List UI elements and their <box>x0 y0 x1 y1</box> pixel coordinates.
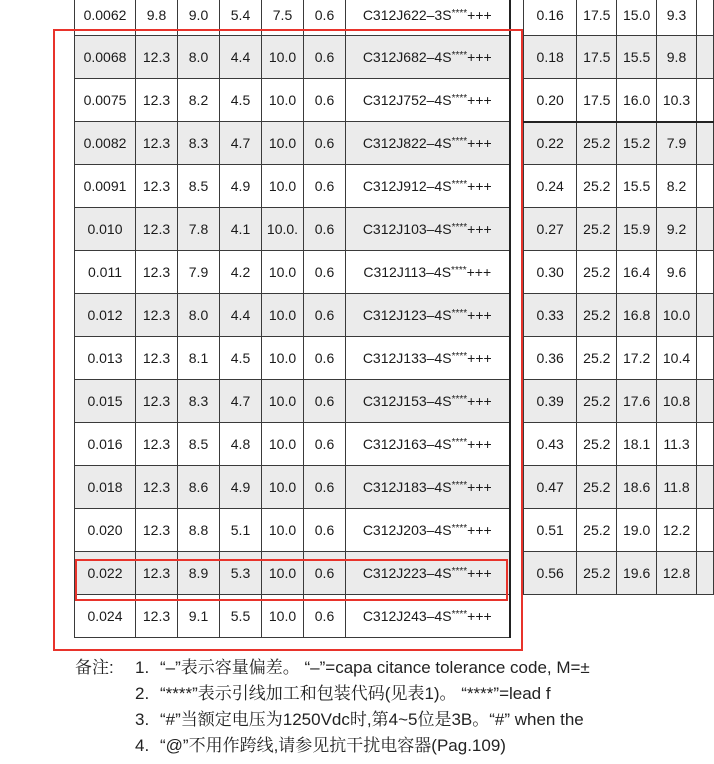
part-number: C312J113–4S <box>363 264 452 280</box>
table-cell: 25.2 <box>577 208 617 251</box>
lead-code-placeholder: **** <box>451 437 468 448</box>
table-cell: 7.5 <box>262 0 304 36</box>
table-cell: 12.3 <box>136 509 178 552</box>
table-cell: 12.3 <box>136 208 178 251</box>
table-cell: 16.8 <box>617 294 657 337</box>
table-cell: 15.5 <box>617 165 657 208</box>
table-cell: 7.9 <box>657 122 697 165</box>
note-text: “#”当额定电压为1250Vdc时,第4~5位是3B。“#” when the <box>160 710 584 729</box>
table-cell: 4.9 <box>220 466 262 509</box>
table-cell: 10.0 <box>262 509 304 552</box>
table-cell: 9.3 <box>657 0 697 36</box>
table-row <box>75 79 510 122</box>
table-row <box>75 337 510 380</box>
table-cell: 10.0 <box>262 294 304 337</box>
part-number-cell <box>346 79 510 122</box>
part-number: C312J123–4S <box>362 307 452 323</box>
table-cell: 4.4 <box>220 294 262 337</box>
table-cell-cutoff <box>696 423 713 466</box>
table-cell: 25.2 <box>577 122 617 165</box>
lead-code-placeholder: **** <box>451 609 468 620</box>
table-cell: 0.6 <box>304 380 346 423</box>
table-cell-cutoff <box>696 337 713 380</box>
capacitor-spec-table-right <box>523 0 714 595</box>
part-number: C312J822–4S <box>362 135 452 151</box>
table-cell: 25.2 <box>577 466 617 509</box>
table-row <box>75 208 510 251</box>
table-row <box>75 552 510 595</box>
table-cell: 10.0. <box>262 208 304 251</box>
table-cell: 0.6 <box>304 0 346 36</box>
table-cell: 19.6 <box>617 552 657 595</box>
table-cell: 5.5 <box>220 595 262 638</box>
table-row <box>75 294 510 337</box>
table-cell: 12.3 <box>136 595 178 638</box>
table-cell: 12.2 <box>657 509 697 552</box>
table-row <box>524 509 714 552</box>
part-suffix: +++ <box>467 608 492 624</box>
table-cell: 12.3 <box>136 251 178 294</box>
table-cell: 25.2 <box>577 380 617 423</box>
table-cell: 12.3 <box>136 122 178 165</box>
table-cell: 9.2 <box>657 208 697 251</box>
part-number-cell <box>346 251 510 294</box>
table-row <box>524 380 714 423</box>
table-row <box>75 423 510 466</box>
lead-code-placeholder: **** <box>451 523 468 534</box>
table-row <box>75 36 510 79</box>
table-cell: 8.0 <box>178 36 220 79</box>
table-cell: 0.22 <box>524 122 577 165</box>
table-cell: 10.0 <box>262 79 304 122</box>
table-row <box>75 466 510 509</box>
part-number-cell <box>346 552 510 595</box>
table-row <box>524 208 714 251</box>
table-cell: 0.6 <box>304 165 346 208</box>
note-text: “****”表示引线加工和包装代码(见表1)。 “****”=lead f <box>160 684 551 703</box>
note-number: 2. <box>135 684 150 703</box>
part-number-cell <box>346 337 510 380</box>
table-cell: 12.3 <box>136 552 178 595</box>
lead-code-placeholder: **** <box>451 179 468 190</box>
note-text: “@”不用作跨线,请参见抗干扰电容器(Pag.109) <box>160 736 506 755</box>
table-row <box>75 595 510 638</box>
part-suffix: +++ <box>467 178 492 194</box>
table-cell: 19.0 <box>617 509 657 552</box>
part-number-cell <box>346 294 510 337</box>
part-number-cell <box>346 208 510 251</box>
table-row <box>524 552 714 595</box>
note-number: 4. <box>135 736 150 755</box>
table-cell: 7.8 <box>178 208 220 251</box>
table-row <box>75 509 510 552</box>
table-cell: 9.6 <box>657 251 697 294</box>
part-number-cell <box>346 0 510 36</box>
table-cell: 8.1 <box>178 337 220 380</box>
table-row <box>524 122 714 165</box>
table-cell: 0.013 <box>75 337 136 380</box>
table-cell: 8.5 <box>178 165 220 208</box>
table-cell: 12.3 <box>136 466 178 509</box>
table-cell: 0.51 <box>524 509 577 552</box>
table-cell: 0.39 <box>524 380 577 423</box>
note-text: “–”表示容量偏差。 “–”=capa citance tolerance code, M=± <box>160 658 590 677</box>
part-number: C312J912–4S <box>362 178 452 194</box>
part-suffix: +++ <box>467 221 492 237</box>
table-row <box>75 122 510 165</box>
table-cell: 25.2 <box>577 552 617 595</box>
table-row <box>524 0 714 36</box>
table-cell: 15.5 <box>617 36 657 79</box>
part-suffix: +++ <box>467 479 492 495</box>
table-cell: 0.36 <box>524 337 577 380</box>
table-cell: 0.27 <box>524 208 577 251</box>
table-cell: 11.8 <box>657 466 697 509</box>
table-row <box>75 0 510 36</box>
table-cell-cutoff <box>696 79 713 122</box>
part-suffix: +++ <box>467 565 492 581</box>
table-cell: 17.5 <box>577 0 617 36</box>
table-cell: 18.1 <box>617 423 657 466</box>
table-cell: 0.6 <box>304 208 346 251</box>
table-row <box>524 79 714 122</box>
table-cell: 4.1 <box>220 208 262 251</box>
table-cell: 12.3 <box>136 79 178 122</box>
table-cell: 0.0082 <box>75 122 136 165</box>
table-cell: 10.0 <box>262 423 304 466</box>
table-cell: 11.3 <box>657 423 697 466</box>
notes-section <box>0 656 714 764</box>
table-cell-cutoff <box>696 165 713 208</box>
lead-code-placeholder: **** <box>451 93 468 104</box>
table-cell: 0.0068 <box>75 36 136 79</box>
table-cell: 9.8 <box>136 0 178 36</box>
table-cell: 0.016 <box>75 423 136 466</box>
table-cell: 0.16 <box>524 0 577 36</box>
part-number-cell <box>346 122 510 165</box>
lead-code-placeholder: **** <box>451 50 468 61</box>
table-cell: 0.18 <box>524 36 577 79</box>
part-suffix: +++ <box>467 49 492 65</box>
table-cell: 8.6 <box>178 466 220 509</box>
table-cell: 25.2 <box>577 423 617 466</box>
part-number-cell <box>346 423 510 466</box>
table-cell: 10.4 <box>657 337 697 380</box>
table-row <box>524 466 714 509</box>
table-cell: 4.9 <box>220 165 262 208</box>
table-cell: 16.0 <box>617 79 657 122</box>
table-cell: 10.3 <box>657 79 697 122</box>
table-cell: 10.0 <box>262 595 304 638</box>
part-suffix: +++ <box>467 7 492 23</box>
table-cell: 18.6 <box>617 466 657 509</box>
part-suffix: +++ <box>467 350 492 366</box>
table-cell: 0.0091 <box>75 165 136 208</box>
table-cell: 0.6 <box>304 337 346 380</box>
note-number: 3. <box>135 710 150 729</box>
table-cell: 8.9 <box>178 552 220 595</box>
table-cell: 0.24 <box>524 165 577 208</box>
table-cell: 0.024 <box>75 595 136 638</box>
table-cell: 12.3 <box>136 337 178 380</box>
table-cell: 25.2 <box>577 294 617 337</box>
part-suffix: +++ <box>466 264 492 280</box>
table-cell: 0.012 <box>75 294 136 337</box>
table-cell: 8.2 <box>657 165 697 208</box>
lead-code-placeholder: **** <box>451 566 468 577</box>
lead-code-placeholder: **** <box>451 222 468 233</box>
table-cell: 0.56 <box>524 552 577 595</box>
table-cell: 0.6 <box>304 79 346 122</box>
table-cell: 8.2 <box>178 79 220 122</box>
table-cell: 5.4 <box>220 0 262 36</box>
table-cell: 25.2 <box>577 509 617 552</box>
table-cell: 10.0 <box>262 251 304 294</box>
table-cell-cutoff <box>696 380 713 423</box>
table-cell-cutoff <box>696 251 713 294</box>
table-cell: 0.6 <box>304 466 346 509</box>
table-cell: 0.43 <box>524 423 577 466</box>
table-cell-cutoff <box>696 36 713 79</box>
lead-code-placeholder: **** <box>451 480 468 491</box>
table-row <box>524 294 714 337</box>
table-row <box>524 165 714 208</box>
table-cell: 15.2 <box>617 122 657 165</box>
table-cell: 0.6 <box>304 423 346 466</box>
table-cell: 4.5 <box>220 337 262 380</box>
part-number-cell <box>346 466 510 509</box>
table-cell: 17.2 <box>617 337 657 380</box>
table-cell: 8.5 <box>178 423 220 466</box>
table-cell: 17.5 <box>577 79 617 122</box>
table-cell: 0.47 <box>524 466 577 509</box>
table-cell: 0.6 <box>304 509 346 552</box>
table-row <box>75 251 510 294</box>
table-cell: 5.3 <box>220 552 262 595</box>
table-cell: 9.8 <box>657 36 697 79</box>
part-number-cell <box>346 509 510 552</box>
part-number: C312J183–4S <box>362 479 452 495</box>
table-cell: 5.1 <box>220 509 262 552</box>
table-cell: 9.1 <box>178 595 220 638</box>
part-number: C312J682–4S <box>362 49 452 65</box>
table-cell-cutoff <box>696 122 713 165</box>
table-cell: 10.0 <box>657 294 697 337</box>
part-number-cell <box>346 595 510 638</box>
table-cell: 16.4 <box>617 251 657 294</box>
table-cell: 17.5 <box>577 36 617 79</box>
table-cell: 4.7 <box>220 380 262 423</box>
table-cell-cutoff <box>696 509 713 552</box>
part-number: C312J103–4S <box>362 221 452 237</box>
table-cell: 0.010 <box>75 208 136 251</box>
table-cell: 12.3 <box>136 380 178 423</box>
part-suffix: +++ <box>467 307 492 323</box>
table-cell-cutoff <box>696 208 713 251</box>
table-cell: 0.015 <box>75 380 136 423</box>
table-cell: 0.022 <box>75 552 136 595</box>
table-cell: 0.6 <box>304 122 346 165</box>
table-cell: 0.0062 <box>75 0 136 36</box>
table-cell: 12.3 <box>136 294 178 337</box>
table-cell: 0.6 <box>304 294 346 337</box>
part-number: C312J223–4S <box>362 565 452 581</box>
table-cell: 10.0 <box>262 552 304 595</box>
lead-code-placeholder: **** <box>451 308 468 319</box>
table-cell: 4.8 <box>220 423 262 466</box>
table-cell: 9.0 <box>178 0 220 36</box>
table-cell: 4.2 <box>220 251 262 294</box>
part-number-cell <box>346 165 510 208</box>
table-cell: 25.2 <box>577 251 617 294</box>
part-suffix: +++ <box>467 393 492 409</box>
table-cell: 10.0 <box>262 466 304 509</box>
table-row <box>524 251 714 294</box>
table-cell: 0.018 <box>75 466 136 509</box>
lead-code-placeholder: **** <box>451 136 468 147</box>
lead-code-placeholder: **** <box>451 8 468 19</box>
lead-code-placeholder: **** <box>451 265 467 276</box>
table-row <box>524 36 714 79</box>
table-cell: 12.8 <box>657 552 697 595</box>
table-cell-cutoff <box>696 294 713 337</box>
table-cell: 25.2 <box>577 337 617 380</box>
table-cell-cutoff <box>696 466 713 509</box>
table-cell: 0.30 <box>524 251 577 294</box>
table-cell: 4.4 <box>220 36 262 79</box>
table-cell: 10.8 <box>657 380 697 423</box>
part-number: C312J163–4S <box>362 436 452 452</box>
table-cell: 10.0 <box>262 337 304 380</box>
table-cell: 10.0 <box>262 36 304 79</box>
table-cell: 15.9 <box>617 208 657 251</box>
table-cell: 10.0 <box>262 165 304 208</box>
part-number: C312J203–4S <box>362 522 452 538</box>
table-cell: 0.6 <box>304 251 346 294</box>
part-number: C312J243–4S <box>362 608 452 624</box>
part-suffix: +++ <box>467 135 492 151</box>
table-row <box>524 337 714 380</box>
table-cell: 0.0075 <box>75 79 136 122</box>
table-cell: 4.5 <box>220 79 262 122</box>
part-number-cell <box>346 380 510 423</box>
table-cell: 12.3 <box>136 165 178 208</box>
note-number: 1. <box>135 658 150 677</box>
part-number: C312J752–4S <box>362 92 452 108</box>
table-cell: 0.6 <box>304 595 346 638</box>
table-cell: 0.6 <box>304 552 346 595</box>
table-cell: 10.0 <box>262 380 304 423</box>
part-suffix: +++ <box>467 92 492 108</box>
part-number-cell <box>346 36 510 79</box>
table-cell-cutoff <box>696 0 713 36</box>
part-suffix: +++ <box>467 522 492 538</box>
table-cell: 0.6 <box>304 36 346 79</box>
part-number: C312J153–4S <box>362 393 452 409</box>
notes-label: 备注: <box>75 658 114 677</box>
table-cell: 8.8 <box>178 509 220 552</box>
table-cell-cutoff <box>696 552 713 595</box>
capacitor-spec-table-left <box>74 0 511 638</box>
part-suffix: +++ <box>467 436 492 452</box>
lead-code-placeholder: **** <box>451 351 468 362</box>
part-number: C312J133–4S <box>362 350 452 366</box>
table-cell: 10.0 <box>262 122 304 165</box>
table-cell: 12.3 <box>136 423 178 466</box>
table-cell: 8.0 <box>178 294 220 337</box>
table-cell: 0.20 <box>524 79 577 122</box>
table-cell: 17.6 <box>617 380 657 423</box>
table-row <box>524 423 714 466</box>
table-cell: 4.7 <box>220 122 262 165</box>
table-row <box>75 165 510 208</box>
part-number: C312J622–3S <box>362 7 452 23</box>
table-cell: 0.011 <box>75 251 136 294</box>
table-cell: 25.2 <box>577 165 617 208</box>
table-cell: 0.33 <box>524 294 577 337</box>
lead-code-placeholder: **** <box>451 394 468 405</box>
table-cell: 8.3 <box>178 122 220 165</box>
table-cell: 8.3 <box>178 380 220 423</box>
table-row <box>75 380 510 423</box>
table-cell: 7.9 <box>178 251 220 294</box>
table-cell: 12.3 <box>136 36 178 79</box>
table-cell: 0.020 <box>75 509 136 552</box>
table-cell: 15.0 <box>617 0 657 36</box>
